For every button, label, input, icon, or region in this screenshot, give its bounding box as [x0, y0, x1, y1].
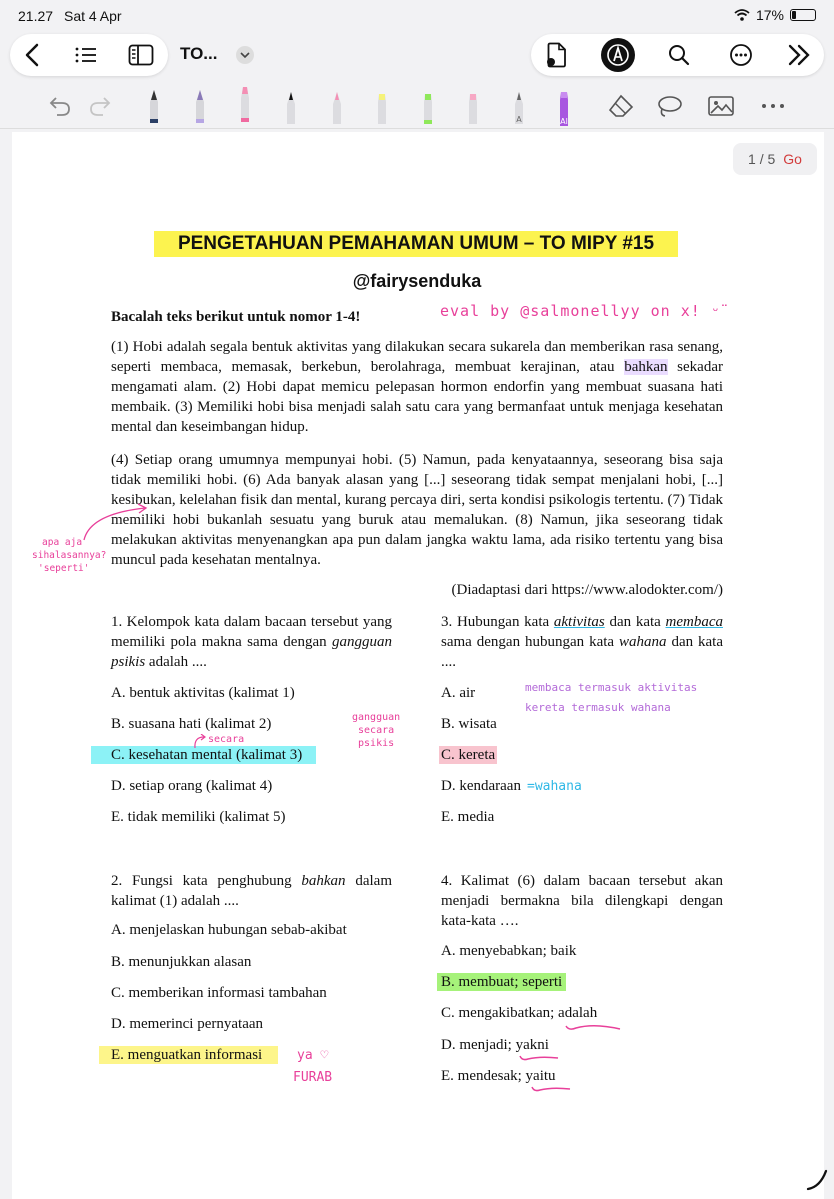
q3-option-e: E. media: [441, 809, 495, 825]
black-pen-icon[interactable]: [280, 88, 302, 126]
ballpoint-pen-icon[interactable]: [189, 88, 211, 126]
annotation-arrow-secara: [192, 734, 208, 750]
q1-option-d: D. setiap orang (kalimat 4): [111, 778, 273, 794]
q4-option-e: E. mendesak; yaitu: [441, 1068, 556, 1084]
image-button[interactable]: [704, 90, 738, 122]
back-button[interactable]: [16, 39, 48, 71]
annotation-apa-line1: apa aja: [42, 537, 83, 548]
annotation-ya-line1: ya ♡: [297, 1048, 329, 1063]
pink-pen-icon[interactable]: [326, 88, 348, 126]
q3-stem-d: dan kata ....: [441, 634, 724, 670]
author-handle: @fairysenduka: [352, 271, 482, 291]
pink-marker-icon[interactable]: [234, 86, 256, 126]
lasso-button[interactable]: [652, 90, 686, 122]
annotation-arrow-hobi: [80, 500, 160, 545]
annotation-apa-line2: sihalasannya?: [32, 550, 107, 561]
status-bar: [0, 0, 834, 32]
question-1: [111, 612, 392, 672]
q3-option-c-highlight: C. kereta: [441, 747, 496, 763]
go-button[interactable]: Go: [783, 151, 802, 167]
source-citation: (Diadaptasi dari https://www.alodokter.com/): [451, 582, 723, 598]
q4-option-d: D. menjadi; yakni: [441, 1037, 549, 1053]
sidebar-icon: [128, 44, 154, 66]
q3-stem-em-wahana: wahana: [619, 634, 667, 650]
image-icon: [707, 94, 735, 118]
eraser-icon: [607, 94, 635, 118]
q1-option-a: A. bentuk aktivitas (kalimat 1): [111, 685, 295, 701]
drawing-toolbar: [0, 86, 834, 128]
pencil-icon[interactable]: [508, 88, 530, 128]
q2-option-b: B. menunjukkan alasan: [111, 954, 252, 970]
highlight-bahkan: bahkan: [624, 359, 668, 375]
paragraph-1: [111, 337, 723, 437]
q4-option-c: C. mengakibatkan; adalah: [441, 1005, 598, 1021]
back-icon: [24, 43, 40, 67]
annotation-gangguan: [352, 711, 400, 750]
annotation-secara: secara: [208, 734, 245, 745]
page-number: 1 / 5: [748, 151, 776, 167]
q3-option-c: [441, 747, 497, 764]
q3-stem-c: sama dengan hubungan kata: [441, 634, 619, 650]
annotation-eval: eval by @salmonellyy on x! ᵕ̈: [440, 302, 721, 320]
q2-option-e-highlight: E. menguatkan informasi: [99, 1046, 278, 1064]
q4-option-b: [441, 974, 566, 991]
q1-option-c-highlight: C. kesehatan mental (kalimat 3): [91, 746, 316, 764]
q3-stem-em-membaca: membaca: [665, 614, 723, 630]
list-icon: [74, 45, 98, 65]
pen-mode-button[interactable]: [601, 38, 635, 72]
question-2: [111, 871, 392, 911]
toolbar-more-button[interactable]: [756, 90, 790, 122]
wifi-icon: [734, 9, 750, 21]
paragraph-2: (4) Setiap orang umumnya mempunyai hobi. (5) Namun, pada kenyataannya, seseorang bisa saja tidak memiliki hobi. (6) Ada banyak alasan yang [...] seseorang tidak sempat menjalani hobi, [...] kesibukan, kelelahan fisik dan mental, kurang percaya diri, serta kondisi psikologis tertentu. (7) Tidak memiliki hobi bukanlah sesuatu yang buruk atau memalukan. (8) Namun, jika seseorang tidak melakukan aktivitas menyenangkan apa pun dalam jangka waktu lama, ada risiko tertentu yang bisa muncul pada kesehatan mentalnya.: [111, 452, 723, 568]
document-title[interactable]: TO...: [180, 44, 218, 63]
q2-stem-em: bahkan: [301, 873, 346, 889]
annotation-membaca-line1: membaca termasuk aktivitas: [525, 681, 698, 694]
battery-percent: 17%: [755, 7, 784, 23]
q3-option-d: D. kendaraan: [441, 778, 521, 794]
list-button[interactable]: [70, 39, 102, 71]
lasso-icon: [655, 94, 683, 118]
q1-option-e: E. tidak memiliki (kalimat 5): [111, 809, 286, 825]
underline-yakni: [518, 1052, 562, 1062]
paragraph-1-text-a: (1) Hobi adalah segala bentuk aktivitas yang dilakukan secara sukarela dan memberikan rasa senang, seperti membaca, memasak, berkebun, berolahraga, membuat kerajinan, atau: [111, 339, 723, 375]
search-button[interactable]: [663, 39, 695, 71]
q2-option-c: C. memberikan informasi tambahan: [111, 985, 327, 1001]
pen-mode-icon: [606, 43, 630, 67]
pink-highlighter-icon[interactable]: [462, 88, 484, 126]
annotation-gangguan-line2: secara: [358, 725, 395, 736]
green-highlighter-icon[interactable]: [417, 88, 439, 126]
annotation-membaca-line2: kereta termasuk wahana: [525, 701, 671, 714]
q4-option-b-highlight: B. membuat; seperti: [437, 973, 566, 991]
page-title: PENGETAHUAN PEMAHAMAN UMUM – TO MIPY #15: [154, 231, 678, 257]
redo-button[interactable]: [86, 92, 114, 120]
q3-stem-em-aktivitas: aktivitas: [553, 614, 605, 630]
nav-right-group: [531, 34, 824, 76]
question-4: 4. Kalimat (6) dalam bacaan tersebut akan menjadi bermakna bila dilengkapi dengan kata-kata ….: [441, 873, 723, 929]
q2-option-e: [111, 1047, 278, 1064]
annotation-ya-furab: [293, 1045, 333, 1089]
document-icon: [546, 42, 568, 68]
status-date: Sat 4 Apr: [64, 8, 122, 24]
nav-left-group: [10, 34, 168, 76]
eraser-button[interactable]: [604, 90, 638, 122]
q2-stem-b: dalam kalimat (1) adalah ....: [111, 873, 392, 909]
status-time: 21.27: [18, 8, 54, 24]
q1-option-b: B. suasana hati (kalimat 2): [111, 716, 272, 732]
paragraph-1-text-b: sekadar mengamati alam. (2) Hobi dapat memicu pelepasan hormon endorfin yang membuat suasana hati membaik. (3) Memiliki hobi bisa menjadi salah satu cara yang bermanfaat untuk menjaga kesehatan mental dan keseimbangan hidup.: [111, 359, 723, 435]
status-right: [734, 7, 816, 23]
underline-adalah: [564, 1020, 624, 1032]
chevron-down-icon: [240, 51, 250, 59]
q4-option-a: A. menyebabkan; baik: [441, 943, 577, 959]
q1-stem-b: adalah ....: [145, 654, 207, 670]
underline-yaitu: [530, 1083, 574, 1093]
battery-icon: [790, 9, 816, 21]
more-icon: [729, 43, 753, 67]
document-button[interactable]: [541, 39, 573, 71]
question-3: [441, 612, 723, 672]
q3-stem-b: dan kata: [604, 614, 666, 630]
more-icon: [760, 102, 786, 110]
q2-stem-a: 2. Fungsi kata penghubung: [111, 873, 302, 889]
forward-icon: [787, 44, 811, 66]
q3-stem-a: 3. Hubungan kata: [441, 614, 554, 630]
yellow-highlighter-icon[interactable]: [371, 88, 393, 126]
purple-highlighter-icon[interactable]: [553, 86, 575, 126]
q1-stem-em: gangguan psikis: [111, 634, 392, 670]
reading-instruction: Bacalah teks berikut untuk nomor 1-4!: [111, 309, 361, 325]
annotation-ya-line2: FURAB: [293, 1070, 333, 1085]
annotation-gangguan-line3: psikis: [358, 738, 395, 749]
q1-stem-a: 1. Kelompok kata dalam bacaan tersebut yang memiliki pola makna sama dengan: [111, 614, 392, 650]
annotation-gangguan-line1: gangguan: [352, 712, 401, 723]
redo-icon: [88, 95, 112, 117]
q3-option-b: B. wisata: [441, 716, 497, 732]
title-menu-button[interactable]: [236, 46, 254, 64]
page-indicator[interactable]: [733, 143, 817, 175]
fountain-pen-icon[interactable]: [143, 88, 165, 126]
q3-option-a: A. air: [441, 685, 476, 701]
more-button[interactable]: [725, 39, 757, 71]
annotation-membaca: [525, 678, 697, 718]
sidebar-button[interactable]: [124, 39, 158, 71]
svg-text:Al: Al: [560, 117, 568, 126]
annotation-apa-line3: 'seperti': [38, 563, 90, 574]
q1-option-c: [111, 747, 316, 764]
undo-button[interactable]: [46, 92, 74, 120]
page-curl-icon[interactable]: [804, 1167, 830, 1193]
forward-button[interactable]: [783, 39, 815, 71]
undo-icon: [48, 95, 72, 117]
q2-option-d: D. memerinci pernyataan: [111, 1016, 264, 1032]
q2-option-a: A. menjelaskan hubungan sebab-akibat: [111, 922, 347, 938]
annotation-wahana: =wahana: [527, 779, 582, 794]
svg-text:A: A: [516, 115, 522, 124]
toolbar-divider: [0, 128, 834, 129]
search-icon: [667, 43, 691, 67]
